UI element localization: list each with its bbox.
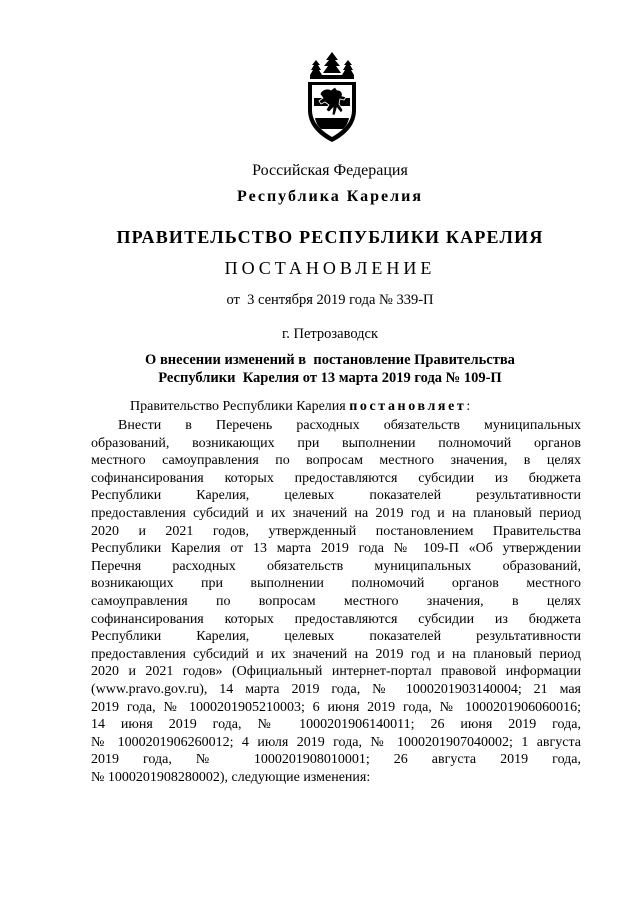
body-line: Перечня расходных обязательств муниципальных образований, <box>91 558 581 574</box>
preamble-colon: : <box>466 399 471 414</box>
body-paragraph <box>91 417 581 786</box>
body-line: Внести в Перечень расходных обязательств муниципальных <box>118 418 581 433</box>
body-line: 2019 года, № 1000201908010001; 26 августа 2019 года, <box>91 752 581 768</box>
decree-word: постановляет <box>349 399 467 414</box>
document-type: ПОСТАНОВЛЕНИЕ <box>224 258 436 278</box>
body-line: самоуправления по вопросам местного значения, в целях <box>91 593 581 609</box>
document-date: от 3 сентября 2019 года № 339-П <box>226 292 434 308</box>
body-line: местного самоуправления по вопросам местного значения, в целях <box>91 453 581 469</box>
body-line: Республики Карелия от 13 марта 2019 года № 109-П «Об утверждении <box>91 541 581 557</box>
body-line: 2020 и 2021 годов, утвержденный постановлением Правительства <box>91 523 581 539</box>
preamble-text: Правительство Республики Карелия <box>130 399 350 414</box>
document-city: г. Петрозаводск <box>281 326 379 342</box>
body-line: № 1000201908280002), следующие изменения: <box>91 769 371 785</box>
government-name: ПРАВИТЕЛЬСТВО РЕСПУБЛИКИ КАРЕЛИЯ <box>116 227 544 247</box>
document-title <box>10 351 640 387</box>
document-title-line: О внесении изменений в постановление Правительства <box>145 352 515 368</box>
document-title-line: Республики Карелия от 13 марта 2019 года № 109-П <box>158 370 502 386</box>
republic-name: Республика Карелия <box>237 188 423 205</box>
body-line: предоставления субсидий и их значений на 2019 год и на плановый период <box>91 505 581 521</box>
body-line: софинансирования которых предоставляются субсидии из бюджета <box>91 470 581 486</box>
body-line: 2019 года, № 1000201905210003; 6 июня 2019 года, № 1000201906060016; <box>91 699 581 715</box>
body-line: 2020 и 2021 годов» (Официальный интернет-портал правовой информации <box>91 664 581 680</box>
body-line: 14 июня 2019 года, № 1000201906140011; 26 июня 2019 года, <box>91 717 581 733</box>
preamble <box>130 399 470 415</box>
body-line: Республики Карелия, целевых показателей результативности <box>91 629 581 645</box>
body-line: (www.pravo.gov.ru), 14 марта 2019 года, № 1000201903140004; 21 мая <box>91 681 581 697</box>
body-line: возникающих при выполнении полномочий органов местного <box>91 576 581 592</box>
country-name: Российская Федерация <box>252 162 408 179</box>
body-line: предоставления субсидий и их значений на 2019 год и на плановый период <box>91 646 581 662</box>
karelia-coat-of-arms-icon <box>302 52 362 144</box>
body-line: образований, возникающих при выполнении полномочий органов <box>91 435 581 451</box>
body-line: № 1000201906260012; 4 июля 2019 года, № 1000201907040002; 1 августа <box>91 734 581 750</box>
body-line: Республики Карелия, целевых показателей результативности <box>91 488 581 504</box>
body-line: софинансирования которых предоставляются субсидии из бюджета <box>91 611 581 627</box>
